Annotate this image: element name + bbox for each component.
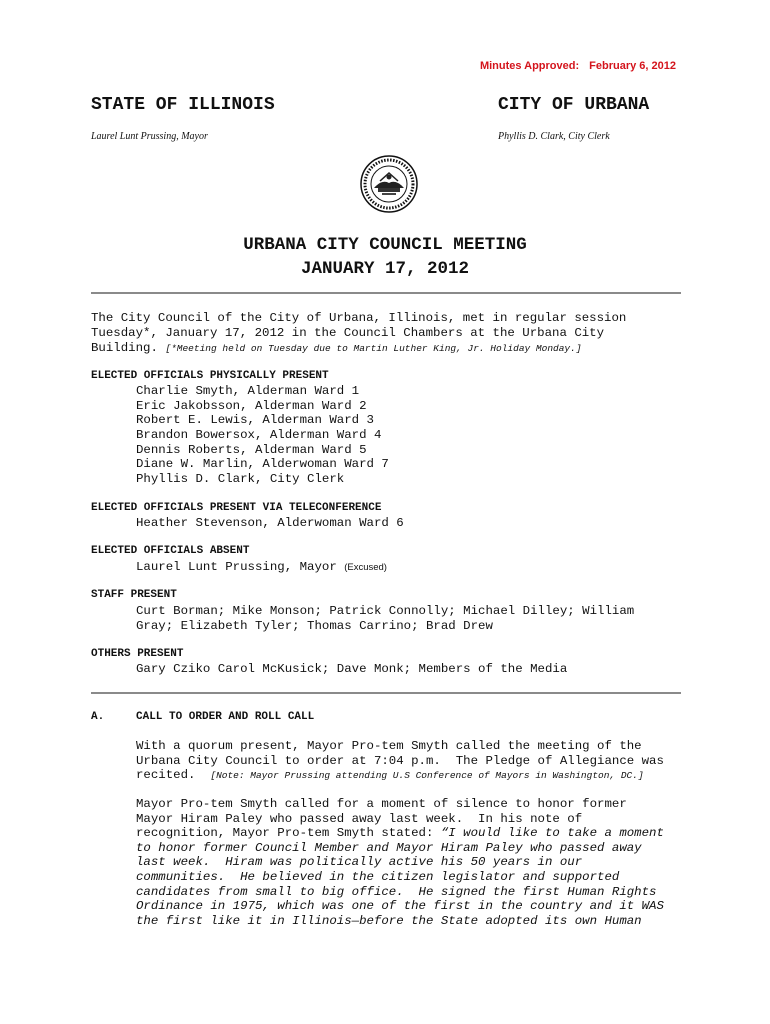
section-a-p2-line-1: Mayor Pro-tem Smyth called for a moment of silence to honor former (136, 797, 627, 811)
absent-line (136, 560, 387, 576)
quote-line: last week. Hiram was politically active his 50 years in our (136, 855, 583, 869)
staff-heading: STAFF PRESENT (91, 589, 177, 601)
section-a-p2-text: recognition, Mayor Pro-tem Smyth stated: (136, 826, 441, 840)
absent-member: Laurel Lunt Prussing, Mayor (136, 560, 337, 574)
staff-line-2: Gray; Elizabeth Tyler; Thomas Carrino; Brad Drew (136, 619, 493, 633)
others-heading: OTHERS PRESENT (91, 648, 184, 660)
section-a-p1-line-2: Urbana City Council to order at 7:04 p.m. The Pledge of Allegiance was (136, 754, 664, 768)
mayor-name: Laurel Lunt Prussing, Mayor (91, 131, 208, 142)
meeting-date: JANUARY 17, 2012 (300, 259, 470, 279)
quote-line: to honor former Council Member and Mayor Hiram Paley who passed away (136, 841, 642, 855)
divider-top (91, 292, 681, 294)
section-a-p1-text: recited. (136, 768, 196, 782)
member-line: Phyllis D. Clark, City Clerk (136, 472, 345, 486)
intro-line-2: Tuesday*, January 17, 2012 in the Council Chambers at the Urbana City (91, 326, 605, 340)
approved-date: February 6, 2012 (589, 60, 676, 72)
city-seal-icon (360, 155, 418, 213)
quote-line: communities. He believed in the citizen legislator and supported (136, 870, 620, 884)
intro-line-1: The City Council of the City of Urbana, Illinois, met in regular session (91, 311, 627, 325)
intro-line-3 (91, 341, 582, 357)
member-line: Charlie Smyth, Alderman Ward 1 (136, 384, 360, 398)
section-a-heading: CALL TO ORDER AND ROLL CALL (136, 711, 315, 723)
quote-line: candidates from small to big office. He signed the first Human Rights (136, 885, 657, 899)
absent-note: (Excused) (344, 562, 387, 573)
staff-line-1: Curt Borman; Mike Monson; Patrick Connolly; Michael Dilley; William (136, 604, 635, 618)
absent-heading: ELECTED OFFICIALS ABSENT (91, 545, 250, 557)
clerk-name: Phyllis D. Clark, City Clerk (498, 131, 610, 142)
others-line-1: Gary Cziko Carol McKusick; Dave Monk; Members of the Media (136, 662, 568, 676)
member-line: Eric Jakobsson, Alderman Ward 2 (136, 399, 367, 413)
section-a-p2-line-2: Mayor Hiram Paley who passed away last week. In his note of (136, 812, 583, 826)
section-a-p1-line-1: With a quorum present, Mayor Pro-tem Smyth called the meeting of the (136, 739, 642, 753)
quote-line: Ordinance in 1975, which was one of the first in the country and it WAS (136, 899, 664, 913)
state-heading: STATE OF ILLINOIS (91, 95, 275, 115)
section-a-p1-line-3 (136, 768, 644, 784)
section-a-letter: A. (91, 711, 105, 723)
section-a-p2-quote-start: “I would like to take a moment (440, 826, 664, 840)
member-line: Dennis Roberts, Alderman Ward 5 (136, 443, 367, 457)
intro-line-3-text: Building. (91, 341, 158, 355)
intro-note: [*Meeting held on Tuesday due to Martin Luther King, Jr. Holiday Monday.] (165, 343, 582, 354)
physically-present-heading: ELECTED OFFICIALS PHYSICALLY PRESENT (91, 370, 329, 382)
quote-line: the first like it in Illinois—before the State adopted its own Human (136, 914, 642, 928)
meeting-title: URBANA CITY COUNCIL MEETING (243, 235, 527, 255)
city-heading: CITY OF URBANA (498, 95, 650, 115)
approved-label: Minutes Approved: (479, 60, 580, 72)
member-line: Heather Stevenson, Alderwoman Ward 6 (136, 516, 404, 530)
member-line: Brandon Bowersox, Alderman Ward 4 (136, 428, 382, 442)
minutes-approved (480, 60, 676, 72)
section-a-p2-line-3 (136, 826, 664, 841)
member-line: Diane W. Marlin, Alderwoman Ward 7 (136, 457, 389, 471)
teleconference-heading: ELECTED OFFICIALS PRESENT VIA TELECONFERENCE (91, 502, 382, 514)
member-line: Robert E. Lewis, Alderman Ward 3 (136, 413, 374, 427)
section-a-p1-note: [Note: Mayor Prussing attending U.S Conference of Mayors in Washington, DC.] (210, 770, 644, 781)
divider-bottom (91, 692, 681, 694)
